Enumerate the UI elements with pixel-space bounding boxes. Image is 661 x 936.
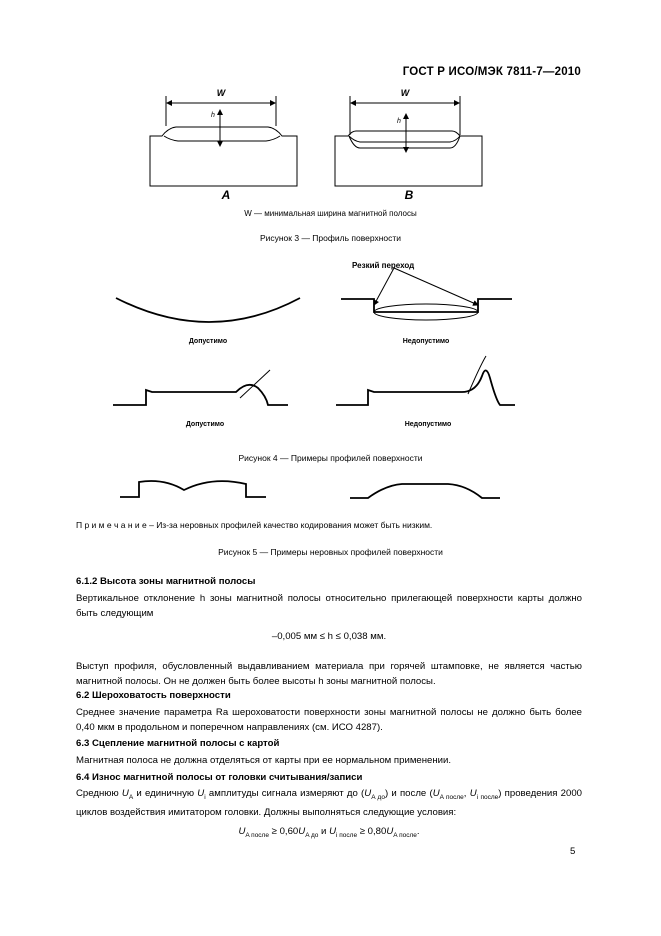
- fig3-h-label-b: h: [397, 118, 401, 125]
- section-6-3-p1: Магнитная полоса не должна отделяться от карты при ее нормальном применении.: [76, 755, 452, 766]
- fig3-caption: Рисунок 3 — Профиль поверхности: [259, 233, 402, 243]
- section-6-1-2-title: 6.1.2 Высота зоны магнитной полосы: [76, 576, 256, 587]
- section-6-1-2-p1: Вертикальное отклонение h зоны магнитной полосы относительно прилегающей поверхности карты должно быть следующим: [76, 593, 582, 619]
- figure3-profile-b: [335, 96, 482, 186]
- fig4-bad-label-1: Недопустимо: [402, 338, 450, 345]
- section-6-4-title: 6.4 Износ магнитной полосы от головки считывания/записи: [76, 772, 363, 783]
- note-label: П р и м е ч а н и е: [76, 520, 147, 530]
- section-6-4-p1: Среднюю $U_A$ и единичную $U_i$ амплитуды сигнала измеряют до $(U_{A до})$ и после ($U_{A после}$, $U_{i после}$) проведения 2000 циклов воздействия имитатором головки. Должны выполняться следующие условия:: [76, 788, 583, 818]
- fig3-legend: W — минимальная ширина магнитной полосы: [244, 209, 417, 218]
- document-header: ГОСТ Р ИСО/МЭК 7811-7—2010: [402, 66, 581, 78]
- fig4-sharp-transition-label: Резкий переход: [352, 261, 415, 270]
- page-number: 5: [570, 846, 576, 857]
- fig5-note: [76, 520, 582, 530]
- section-6-1-2-p2: Выступ профиля, обусловленный выдавливанием материала при горячей штамповке, не является частью магнитной полосы. Он не должен быть более высоты h зоны магнитной полосы.: [76, 661, 582, 687]
- section-6-2-p1: Среднее значение параметра Ra шероховатости поверхности зоны магнитной полосы не должно быть более 0,40 мкм в продольном и поперечном направлениях (см. ИСО 4287).: [76, 707, 582, 733]
- figure4-bad-bump: [336, 356, 515, 405]
- section-6-4-formula: $U_{A после} \ge 0,60U_{A до}$ и $U_{i после} \ge 0,80U_{A после}$.: [238, 826, 420, 839]
- figure4-ok-curve-1: [116, 298, 300, 322]
- fig3-w-label-a: W: [216, 88, 226, 98]
- figure3-profile-a: [150, 96, 297, 186]
- fig3-label-b: B: [404, 188, 414, 202]
- figure5-uneven-left: [120, 481, 266, 497]
- section-6-3-title: 6.3 Сцепление магнитной полосы с картой: [76, 738, 280, 749]
- fig4-bad-label-2: Недопустимо: [404, 421, 452, 428]
- fig5-caption: Рисунок 5 — Примеры неровных профилей поверхности: [218, 547, 443, 557]
- figure4-bad-sharp-transition: [341, 268, 512, 320]
- note-text: – Из-за неровных профилей качество кодирования может быть низким.: [146, 520, 433, 530]
- fig4-caption: Рисунок 4 — Примеры профилей поверхности: [238, 453, 423, 463]
- figure5-uneven-right: [350, 484, 500, 498]
- section-6-2-title: 6.2 Шероховатость поверхности: [76, 690, 231, 701]
- fig3-h-label-a: h: [211, 112, 215, 119]
- figure4-ok-bump: [113, 370, 288, 405]
- fig3-w-label-b: W: [400, 88, 410, 98]
- fig3-label-a: A: [221, 188, 231, 202]
- fig4-ok-label-1: Допустимо: [188, 338, 228, 345]
- section-6-1-2-formula: –0,005 мм ≤ h ≤ 0,038 мм.: [271, 631, 387, 642]
- fig4-ok-label-2: Допустимо: [185, 421, 225, 428]
